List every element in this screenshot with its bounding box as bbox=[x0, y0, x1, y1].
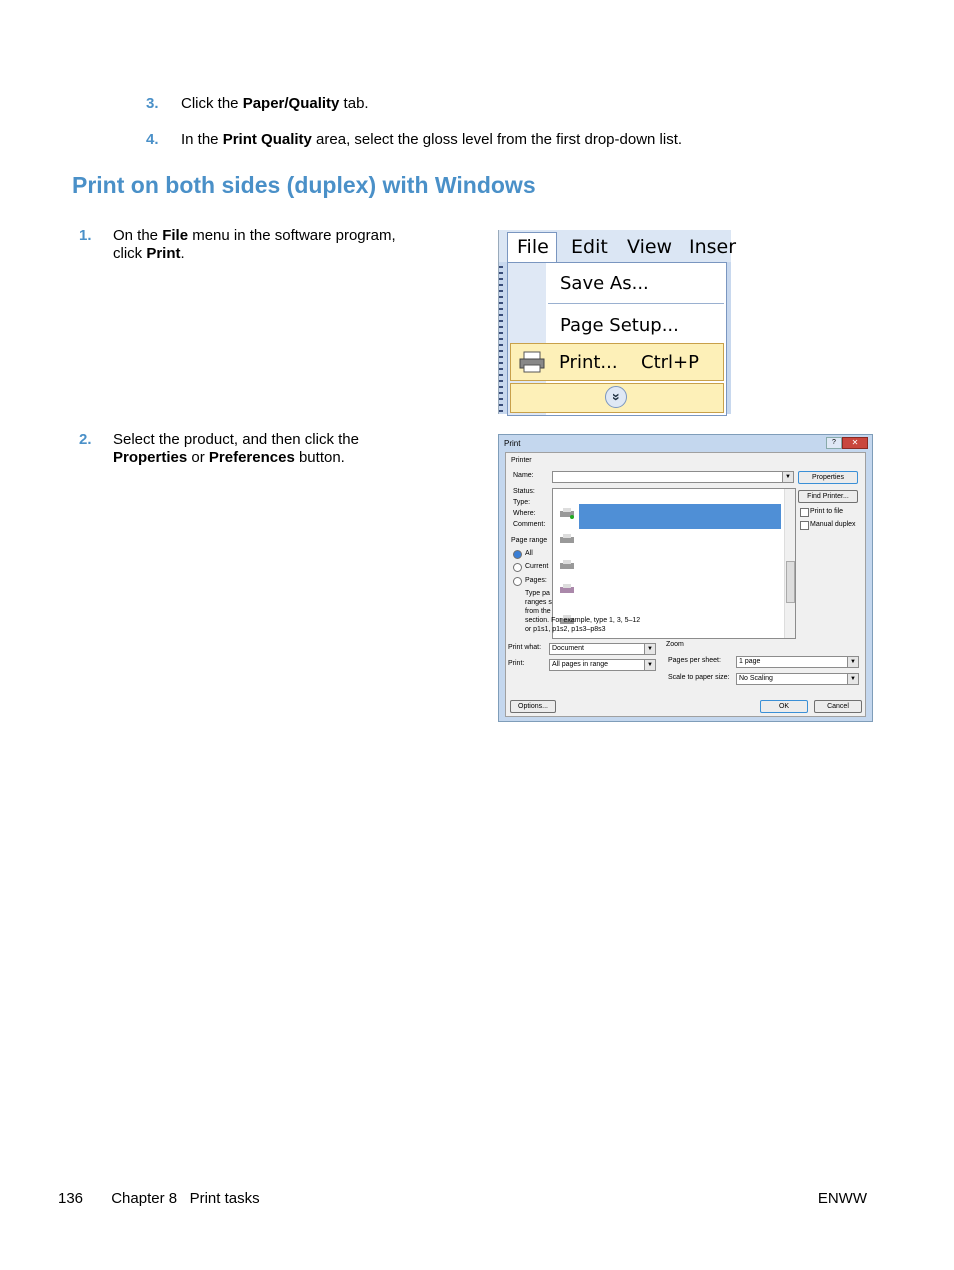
manual-duplex-checkbox[interactable] bbox=[800, 521, 809, 530]
menu-item-print-label: Print... bbox=[559, 352, 618, 373]
all-radio[interactable] bbox=[513, 550, 522, 559]
print-what-label: Print what: bbox=[508, 644, 542, 651]
hint-text: ranges s bbox=[525, 599, 552, 606]
menu-separator bbox=[548, 303, 724, 304]
menubar bbox=[499, 230, 737, 262]
comment-label: Comment: bbox=[513, 521, 546, 528]
close-icon[interactable]: ✕ bbox=[842, 437, 868, 449]
pages-per-sheet-value: 1 page bbox=[739, 658, 761, 665]
step-number: 4. bbox=[146, 131, 159, 148]
menu-edit[interactable]: Edit bbox=[571, 236, 608, 258]
menu-item-print[interactable] bbox=[510, 343, 724, 381]
list-item-selected[interactable] bbox=[579, 504, 781, 529]
step-text: On the File menu in the software program, click Print. bbox=[113, 227, 396, 262]
print-to-file-checkbox[interactable] bbox=[800, 508, 809, 517]
manual-duplex-label: Manual duplex bbox=[810, 521, 856, 528]
step-text: In the Print Quality area, select the gloss level from the first drop-down list. bbox=[181, 131, 683, 148]
zoom-label: Zoom bbox=[666, 641, 684, 648]
pages-radio[interactable] bbox=[513, 577, 522, 586]
menu-view[interactable]: View bbox=[627, 236, 673, 258]
printer-icon bbox=[519, 351, 545, 373]
page-number: 136 bbox=[58, 1190, 84, 1207]
printer-group-label: Printer bbox=[511, 457, 532, 464]
current-radio[interactable] bbox=[513, 563, 522, 572]
pages-per-sheet-label: Pages per sheet: bbox=[668, 657, 721, 664]
properties-button[interactable]: Properties bbox=[798, 471, 858, 484]
footer-code: ENWW bbox=[817, 1190, 867, 1207]
current-label: Current bbox=[525, 563, 549, 570]
all-label: All bbox=[525, 550, 533, 557]
step-text: Select the product, and then click the Properties or Preferences button. bbox=[113, 431, 359, 466]
name-label: Name: bbox=[513, 472, 534, 479]
pages-per-sheet-select[interactable] bbox=[736, 656, 859, 668]
dialog-body bbox=[505, 452, 866, 717]
list-scrollbar[interactable] bbox=[784, 489, 795, 638]
printer-icon bbox=[559, 533, 575, 545]
hint-text: Type pa bbox=[525, 590, 550, 597]
page-footer bbox=[58, 1190, 260, 1207]
step-text: Click the Paper/Quality tab. bbox=[181, 95, 369, 112]
menu-item-page-setup[interactable]: Page Setup... bbox=[560, 315, 679, 336]
where-label: Where: bbox=[513, 510, 536, 517]
help-icon[interactable]: ? bbox=[826, 437, 842, 449]
print-to-file-label: Print to file bbox=[810, 508, 844, 515]
print-what-select[interactable] bbox=[549, 643, 656, 655]
hint-text: or p1s1, p1s2, p1s3–p8s3 bbox=[525, 626, 606, 633]
print-what-value: Document bbox=[552, 645, 584, 652]
chevron-down-icon: ▼ bbox=[782, 472, 793, 482]
file-menu-screenshot bbox=[498, 230, 737, 414]
chevron-down-icon: ▼ bbox=[644, 660, 655, 670]
pages-label: Pages: bbox=[525, 577, 547, 584]
printer-icon bbox=[559, 507, 575, 519]
menu-item-print-shortcut: Ctrl+P bbox=[641, 352, 699, 373]
menu-expand[interactable] bbox=[510, 383, 724, 413]
chapter-label: Chapter 8 Print tasks bbox=[111, 1190, 260, 1207]
page-range-label: Page range bbox=[511, 537, 548, 544]
scale-value: No Scaling bbox=[739, 675, 773, 682]
section-heading: Print on both sides (duplex) with Windows bbox=[72, 172, 536, 198]
options-button[interactable]: Options... bbox=[510, 700, 556, 713]
type-label: Type: bbox=[513, 499, 531, 506]
fax-icon bbox=[559, 583, 575, 595]
hint-text: section. For example, type 1, 3, 5–12 bbox=[525, 617, 641, 624]
scale-select[interactable] bbox=[736, 673, 859, 685]
scale-label: Scale to paper size: bbox=[668, 674, 730, 681]
print-label: Print: bbox=[508, 660, 525, 667]
find-printer-button[interactable]: Find Printer... bbox=[798, 490, 858, 503]
printer-name-select[interactable] bbox=[552, 471, 794, 483]
chevron-down-icon: ▼ bbox=[847, 674, 858, 684]
scroll-thumb[interactable] bbox=[786, 561, 795, 603]
status-label: Status: bbox=[513, 488, 535, 495]
hint-text: from the bbox=[525, 608, 551, 615]
chevron-down-icon: ▼ bbox=[847, 657, 858, 667]
print-select[interactable] bbox=[549, 659, 656, 671]
file-dropdown bbox=[507, 262, 727, 416]
step-number: 2. bbox=[79, 431, 92, 448]
print-value: All pages in range bbox=[552, 661, 609, 668]
step-number: 3. bbox=[146, 95, 159, 112]
chevron-double-down-icon: » bbox=[605, 386, 627, 408]
step-number: 1. bbox=[79, 227, 92, 244]
printer-icon bbox=[559, 559, 575, 571]
dialog-title: Print bbox=[504, 439, 521, 448]
menu-insert[interactable]: Inser bbox=[689, 236, 737, 258]
ok-button[interactable]: OK bbox=[760, 700, 808, 713]
print-dialog-screenshot bbox=[498, 434, 873, 722]
menu-item-save-as[interactable]: Save As... bbox=[560, 273, 649, 294]
menu-file[interactable]: File bbox=[517, 236, 549, 258]
cancel-button[interactable]: Cancel bbox=[814, 700, 862, 713]
chevron-down-icon: ▼ bbox=[644, 644, 655, 654]
